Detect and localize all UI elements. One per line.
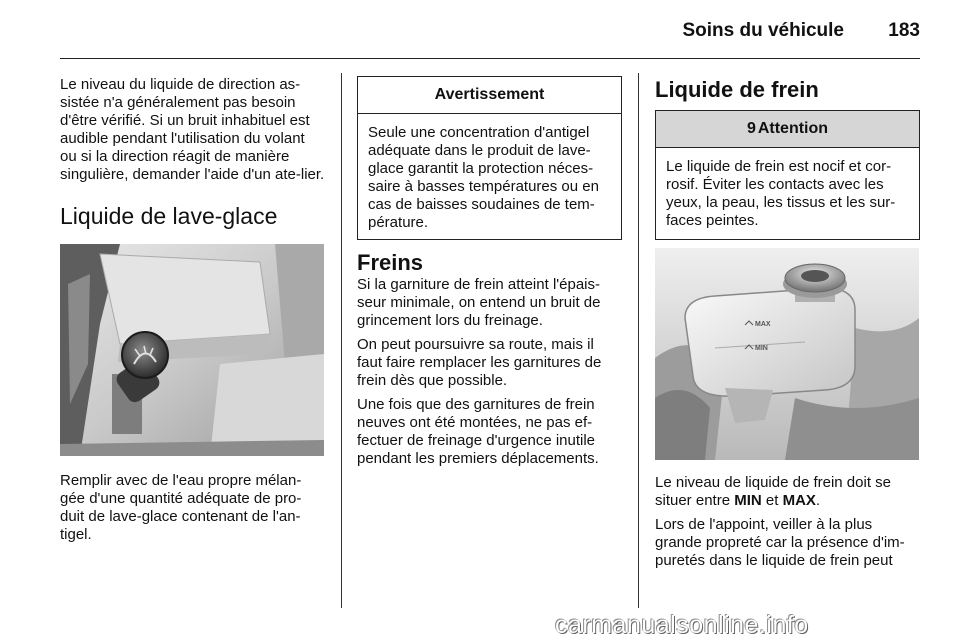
attention-box bbox=[655, 110, 920, 240]
warning-text: Seule une concentration d'antigel adéquate dans le produit de lave-glace garantit la protection néces-saire à basses températures ou en cas de baisses soudaines de tem-pérature. bbox=[368, 124, 599, 231]
attention-text: Le liquide de frein est nocif et cor-rosif. Éviter les contacts avec les yeux, la peau, les tissus et les sur-faces peintes. bbox=[666, 158, 896, 229]
column-2 bbox=[357, 76, 622, 474]
page-number: 183 bbox=[888, 20, 920, 41]
level-text-middle: et bbox=[761, 492, 783, 509]
header-rule bbox=[60, 58, 920, 59]
watermark: carmanualsonline.info bbox=[555, 611, 809, 639]
column-3 bbox=[655, 76, 920, 576]
washer-fluid-photo bbox=[60, 244, 324, 456]
level-text-start: Le niveau de liquide de frein doit se situer entre bbox=[655, 474, 892, 509]
washer-fluid-heading: Liquide de lave-glace bbox=[60, 203, 278, 229]
brakes-heading: Freins bbox=[357, 250, 424, 275]
brake-fluid-refill-paragraph: Lors de l'appoint, veiller à la plus grande propreté car la présence d'im-puretés dans le liquide de frein peut bbox=[655, 516, 905, 569]
washer-fluid-paragraph: Remplir avec de l'eau propre mélan-gée d'une quantité adéquate de pro-duit de lave-glace contenant de l'an-tigel. bbox=[60, 472, 302, 543]
warning-triangle-icon: 9 bbox=[746, 120, 756, 137]
column-divider bbox=[341, 73, 342, 608]
max-mark-label: MAX bbox=[755, 321, 771, 328]
min-mark-label: MIN bbox=[755, 345, 768, 352]
attention-header bbox=[656, 111, 919, 148]
warning-title: Avertissement bbox=[358, 77, 621, 114]
level-min: MIN bbox=[734, 492, 762, 509]
page-header-title: Soins du véhicule bbox=[682, 20, 844, 41]
column-divider bbox=[638, 73, 639, 608]
attention-title: Attention bbox=[757, 120, 829, 137]
warning-box bbox=[357, 76, 622, 240]
steering-fluid-paragraph: Le niveau du liquide de direction as-sistée n'a généralement pas besoin d'être vérifié. Si un bruit inhabituel est audible pendant l'utilisation du volant ou si la direction réagit de manière singulière, demander l'aide d'un ate-lier. bbox=[60, 76, 325, 183]
column-1 bbox=[60, 76, 325, 550]
brake-fluid-reservoir-photo bbox=[655, 248, 919, 460]
brakes-paragraph-1: Si la garniture de frein atteint l'épais-seur minimale, on entend un bruit de grincement lors du freinage. bbox=[357, 276, 601, 329]
level-max: MAX bbox=[782, 492, 816, 509]
page-header bbox=[0, 0, 960, 60]
level-text-end: . bbox=[815, 492, 821, 509]
brake-fluid-heading: Liquide de frein bbox=[655, 77, 819, 102]
brake-fluid-level-paragraph bbox=[655, 474, 920, 510]
brakes-paragraph-2: On peut poursuivre sa route, mais il faut faire remplacer les garnitures de frein dès que possible. bbox=[357, 336, 602, 389]
brakes-paragraph-3: Une fois que des garnitures de frein neuves ont été montées, ne pas ef-fectuer de freinage d'urgence inutile pendant les premiers déplacements. bbox=[357, 396, 599, 467]
